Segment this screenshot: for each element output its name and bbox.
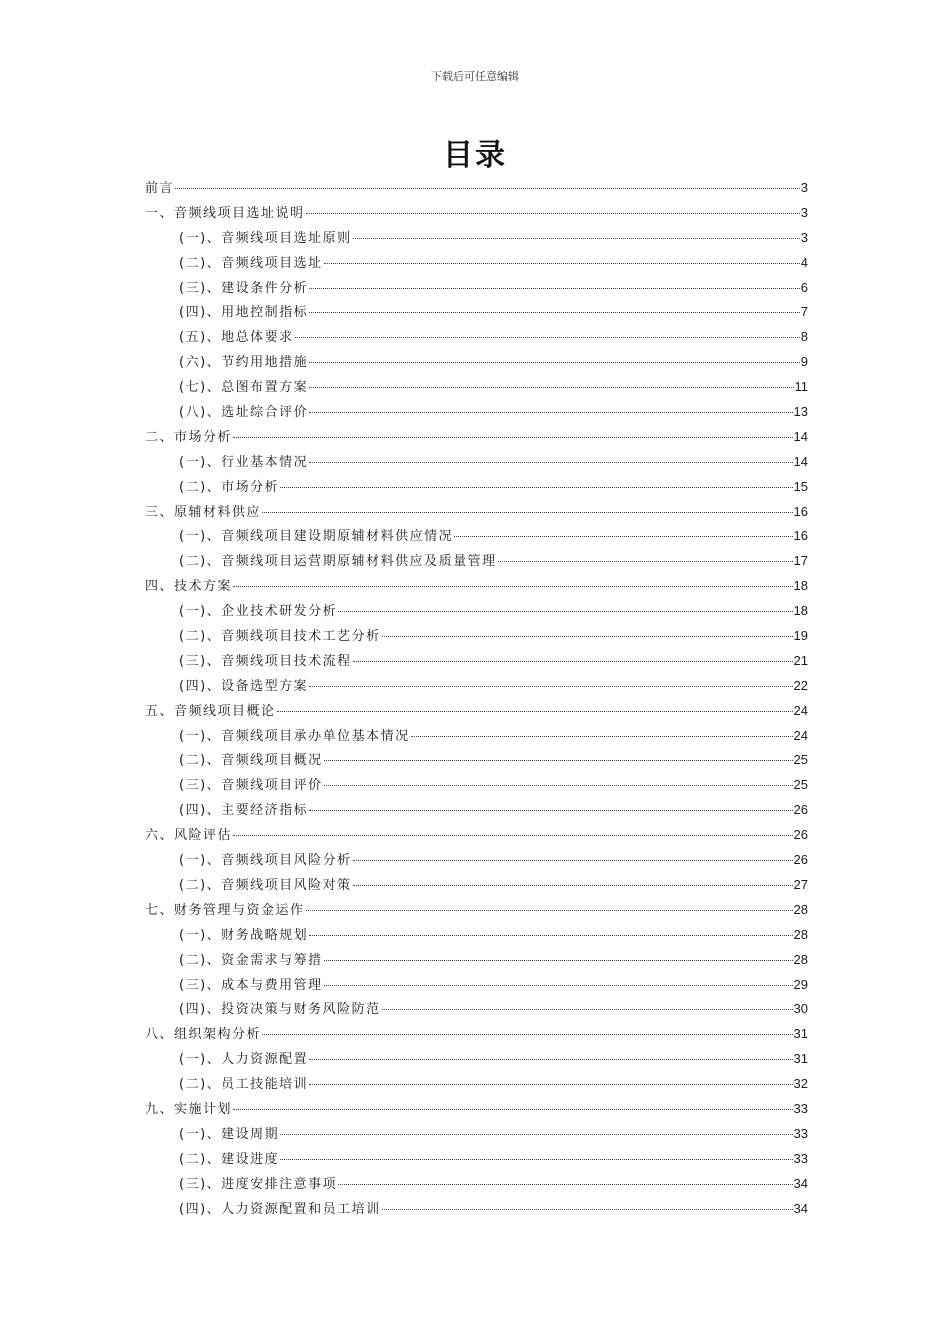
table-of-contents: [145, 176, 808, 1221]
toc-entry-label: 四、技术方案: [145, 579, 233, 595]
toc-entry-page-number: 16: [793, 528, 808, 544]
toc-dot-leader: [353, 860, 793, 861]
toc-dot-leader: [338, 1184, 792, 1185]
toc-entry-label: (一)、音频线项目承办单位基本情况: [179, 728, 410, 744]
toc-dot-leader: [411, 736, 793, 737]
toc-entry-page-number: 26: [793, 852, 808, 868]
toc-entry[interactable]: [145, 325, 808, 350]
toc-entry-page-number: 14: [793, 428, 808, 444]
toc-entry-label: (一)、音频线项目建设期原辅材料供应情况: [179, 529, 454, 545]
toc-entry-page-number: 25: [793, 777, 808, 793]
toc-entry[interactable]: [145, 649, 808, 674]
toc-dot-leader: [262, 1034, 793, 1035]
toc-entry-page-number: 24: [793, 727, 808, 743]
toc-entry-label: (四)、用地控制指标: [179, 305, 309, 321]
toc-entry[interactable]: [145, 1197, 808, 1222]
document-title: 目录: [443, 138, 507, 173]
toc-dot-leader: [324, 760, 793, 761]
toc-dot-leader: [382, 636, 793, 637]
toc-entry-label: (一)、音频线项目选址原则: [179, 230, 352, 246]
toc-entry[interactable]: [145, 574, 808, 599]
header-note: 下载后可任意编辑: [431, 70, 519, 83]
toc-entry-label: (七)、总图布置方案: [179, 380, 309, 396]
toc-entry-label: (一)、人力资源配置: [179, 1052, 309, 1068]
toc-dot-leader: [353, 661, 793, 662]
toc-entry-page-number: 3: [800, 229, 808, 245]
toc-entry-label: (三)、建设条件分析: [179, 280, 309, 296]
toc-dot-leader: [295, 337, 800, 338]
toc-dot-leader: [309, 288, 800, 289]
toc-entry[interactable]: [145, 475, 808, 500]
toc-entry-label: (二)、音频线项目风险对策: [179, 877, 352, 893]
toc-entry-page-number: 24: [793, 702, 808, 718]
toc-entry-label: (二)、音频线项目运营期原辅材料供应及质量管理: [179, 554, 497, 570]
toc-entry[interactable]: [145, 251, 808, 276]
toc-entry[interactable]: [145, 748, 808, 773]
toc-entry-label: 六、风险评估: [145, 828, 233, 844]
toc-dot-leader: [324, 960, 793, 961]
toc-dot-leader: [233, 835, 793, 836]
toc-dot-leader: [277, 711, 793, 712]
toc-entry-label: (二)、音频线项目技术工艺分析: [179, 629, 381, 645]
toc-entry[interactable]: [145, 823, 808, 848]
toc-dot-leader: [309, 1059, 792, 1060]
toc-entry-page-number: 25: [793, 752, 808, 768]
toc-entry-label: (八)、选址综合评价: [179, 405, 309, 421]
toc-entry-page-number: 34: [793, 1200, 808, 1216]
toc-entry[interactable]: [145, 425, 808, 450]
toc-entry[interactable]: [145, 500, 808, 525]
toc-entry[interactable]: [145, 724, 808, 749]
toc-entry[interactable]: [145, 1072, 808, 1097]
toc-entry-label: (一)、音频线项目风险分析: [179, 853, 352, 869]
toc-dot-leader: [306, 213, 800, 214]
toc-entry-page-number: 29: [793, 976, 808, 992]
toc-entry-label: (四)、投资决策与财务风险防范: [179, 1002, 381, 1018]
toc-entry-label: (二)、音频线项目概况: [179, 753, 323, 769]
toc-entry[interactable]: [145, 276, 808, 301]
toc-entry-label: (三)、进度安排注意事项: [179, 1176, 338, 1192]
toc-dot-leader: [309, 686, 792, 687]
toc-entry[interactable]: [145, 549, 808, 574]
toc-entry-label: (一)、行业基本情况: [179, 454, 309, 470]
toc-entry[interactable]: [145, 898, 808, 923]
toc-dot-leader: [338, 611, 792, 612]
toc-entry-label: 二、市场分析: [145, 429, 233, 445]
toc-dot-leader: [309, 387, 793, 388]
toc-entry-page-number: 28: [793, 901, 808, 917]
toc-dot-leader: [280, 1159, 792, 1160]
toc-entry[interactable]: [145, 599, 808, 624]
toc-entry[interactable]: [145, 1047, 808, 1072]
toc-dot-leader: [324, 985, 793, 986]
toc-entry-label: (三)、音频线项目评价: [179, 778, 323, 794]
toc-dot-leader: [306, 910, 793, 911]
toc-dot-leader: [324, 263, 800, 264]
toc-dot-leader: [233, 1109, 793, 1110]
toc-entry[interactable]: [145, 300, 808, 325]
toc-dot-leader: [175, 188, 800, 189]
toc-entry-page-number: 34: [793, 1175, 808, 1191]
toc-entry[interactable]: [145, 798, 808, 823]
toc-entry-page-number: 26: [793, 827, 808, 843]
toc-entry-label: (一)、企业技术研发分析: [179, 604, 338, 620]
toc-entry-page-number: 16: [793, 503, 808, 519]
toc-entry[interactable]: [145, 674, 808, 699]
toc-dot-leader: [309, 810, 792, 811]
toc-entry-page-number: 6: [800, 279, 808, 295]
toc-entry-page-number: 31: [793, 1051, 808, 1067]
toc-entry-page-number: 28: [793, 926, 808, 942]
toc-entry[interactable]: [145, 973, 808, 998]
toc-dot-leader: [353, 885, 793, 886]
toc-entry-page-number: 30: [793, 1001, 808, 1017]
toc-entry-page-number: 15: [793, 478, 808, 494]
toc-entry-page-number: 4: [800, 254, 808, 270]
toc-entry-label: 九、实施计划: [145, 1101, 233, 1117]
toc-entry-page-number: 26: [793, 802, 808, 818]
toc-entry-page-number: 3: [800, 204, 808, 220]
toc-entry-page-number: 21: [793, 652, 808, 668]
toc-entry[interactable]: [145, 176, 808, 201]
toc-entry-label: (三)、成本与费用管理: [179, 977, 323, 993]
toc-entry-page-number: 3: [800, 180, 808, 195]
toc-entry-label: 五、音频线项目概论: [145, 703, 276, 719]
toc-entry[interactable]: [145, 997, 808, 1022]
toc-entry-page-number: 14: [793, 453, 808, 469]
toc-entry-label: 八、组织架构分析: [145, 1027, 262, 1043]
toc-entry-label: (四)、人力资源配置和员工培训: [179, 1201, 381, 1217]
toc-entry-label: 一、音频线项目选址说明: [145, 205, 305, 221]
toc-entry[interactable]: [145, 773, 808, 798]
toc-entry-label: 三、原辅材料供应: [145, 504, 262, 520]
toc-entry-page-number: 13: [793, 404, 808, 420]
toc-entry[interactable]: [145, 375, 808, 400]
toc-entry-label: (三)、音频线项目技术流程: [179, 653, 352, 669]
toc-dot-leader: [262, 512, 793, 513]
toc-entry-page-number: 7: [800, 304, 808, 320]
toc-entry-page-number: 19: [793, 628, 808, 644]
toc-entry-page-number: 28: [793, 951, 808, 967]
toc-entry[interactable]: [145, 848, 808, 873]
toc-entry-label: (四)、主要经济指标: [179, 803, 309, 819]
toc-entry[interactable]: [145, 1097, 808, 1122]
toc-entry[interactable]: [145, 524, 808, 549]
toc-entry[interactable]: [145, 400, 808, 425]
toc-entry-label: (一)、财务战略规划: [179, 927, 309, 943]
toc-entry-page-number: 32: [793, 1076, 808, 1092]
toc-entry[interactable]: [145, 624, 808, 649]
toc-dot-leader: [498, 561, 793, 562]
toc-entry[interactable]: [145, 350, 808, 375]
toc-dot-leader: [353, 238, 800, 239]
toc-entry[interactable]: [145, 923, 808, 948]
toc-dot-leader: [280, 487, 792, 488]
toc-dot-leader: [382, 1209, 793, 1210]
toc-dot-leader: [309, 935, 792, 936]
toc-entry-page-number: 33: [793, 1150, 808, 1166]
toc-entry-page-number: 27: [793, 876, 808, 892]
toc-entry-label: (五)、地总体要求: [179, 330, 294, 346]
toc-dot-leader: [233, 437, 793, 438]
toc-entry[interactable]: [145, 201, 808, 226]
toc-entry-page-number: 9: [800, 354, 808, 370]
toc-entry[interactable]: [145, 1022, 808, 1047]
toc-entry[interactable]: [145, 226, 808, 251]
toc-dot-leader: [233, 586, 793, 587]
toc-entry[interactable]: [145, 450, 808, 475]
toc-entry-label: (四)、设备选型方案: [179, 678, 309, 694]
toc-entry[interactable]: [145, 1122, 808, 1147]
toc-entry-page-number: 33: [793, 1125, 808, 1141]
toc-entry-page-number: 17: [793, 553, 808, 569]
toc-entry-label: (六)、节约用地措施: [179, 355, 309, 371]
toc-entry-page-number: 8: [800, 329, 808, 345]
toc-dot-leader: [324, 785, 793, 786]
toc-entry[interactable]: [145, 1147, 808, 1172]
toc-dot-leader: [454, 536, 792, 537]
toc-entry-label: (二)、资金需求与筹措: [179, 952, 323, 968]
toc-entry-page-number: 22: [793, 677, 808, 693]
toc-dot-leader: [309, 312, 800, 313]
toc-entry-label: 前言: [145, 181, 175, 196]
toc-dot-leader: [309, 462, 792, 463]
toc-entry[interactable]: [145, 1172, 808, 1197]
toc-entry-label: (二)、建设进度: [179, 1151, 280, 1167]
toc-dot-leader: [309, 1084, 792, 1085]
toc-entry-page-number: 11: [794, 379, 808, 395]
toc-entry-label: 七、财务管理与资金运作: [145, 902, 305, 918]
toc-entry-label: (一)、建设周期: [179, 1126, 280, 1142]
toc-entry-page-number: 18: [793, 578, 808, 594]
toc-entry[interactable]: [145, 948, 808, 973]
toc-entry-page-number: 31: [793, 1026, 808, 1042]
toc-entry-page-number: 33: [793, 1100, 808, 1116]
toc-dot-leader: [309, 362, 800, 363]
toc-entry-page-number: 18: [793, 603, 808, 619]
toc-entry-label: (二)、音频线项目选址: [179, 255, 323, 271]
toc-dot-leader: [309, 412, 792, 413]
toc-entry[interactable]: [145, 699, 808, 724]
toc-entry[interactable]: [145, 873, 808, 898]
toc-dot-leader: [280, 1134, 792, 1135]
toc-entry-label: (二)、市场分析: [179, 479, 280, 495]
toc-entry-label: (二)、员工技能培训: [179, 1077, 309, 1093]
toc-dot-leader: [382, 1009, 793, 1010]
